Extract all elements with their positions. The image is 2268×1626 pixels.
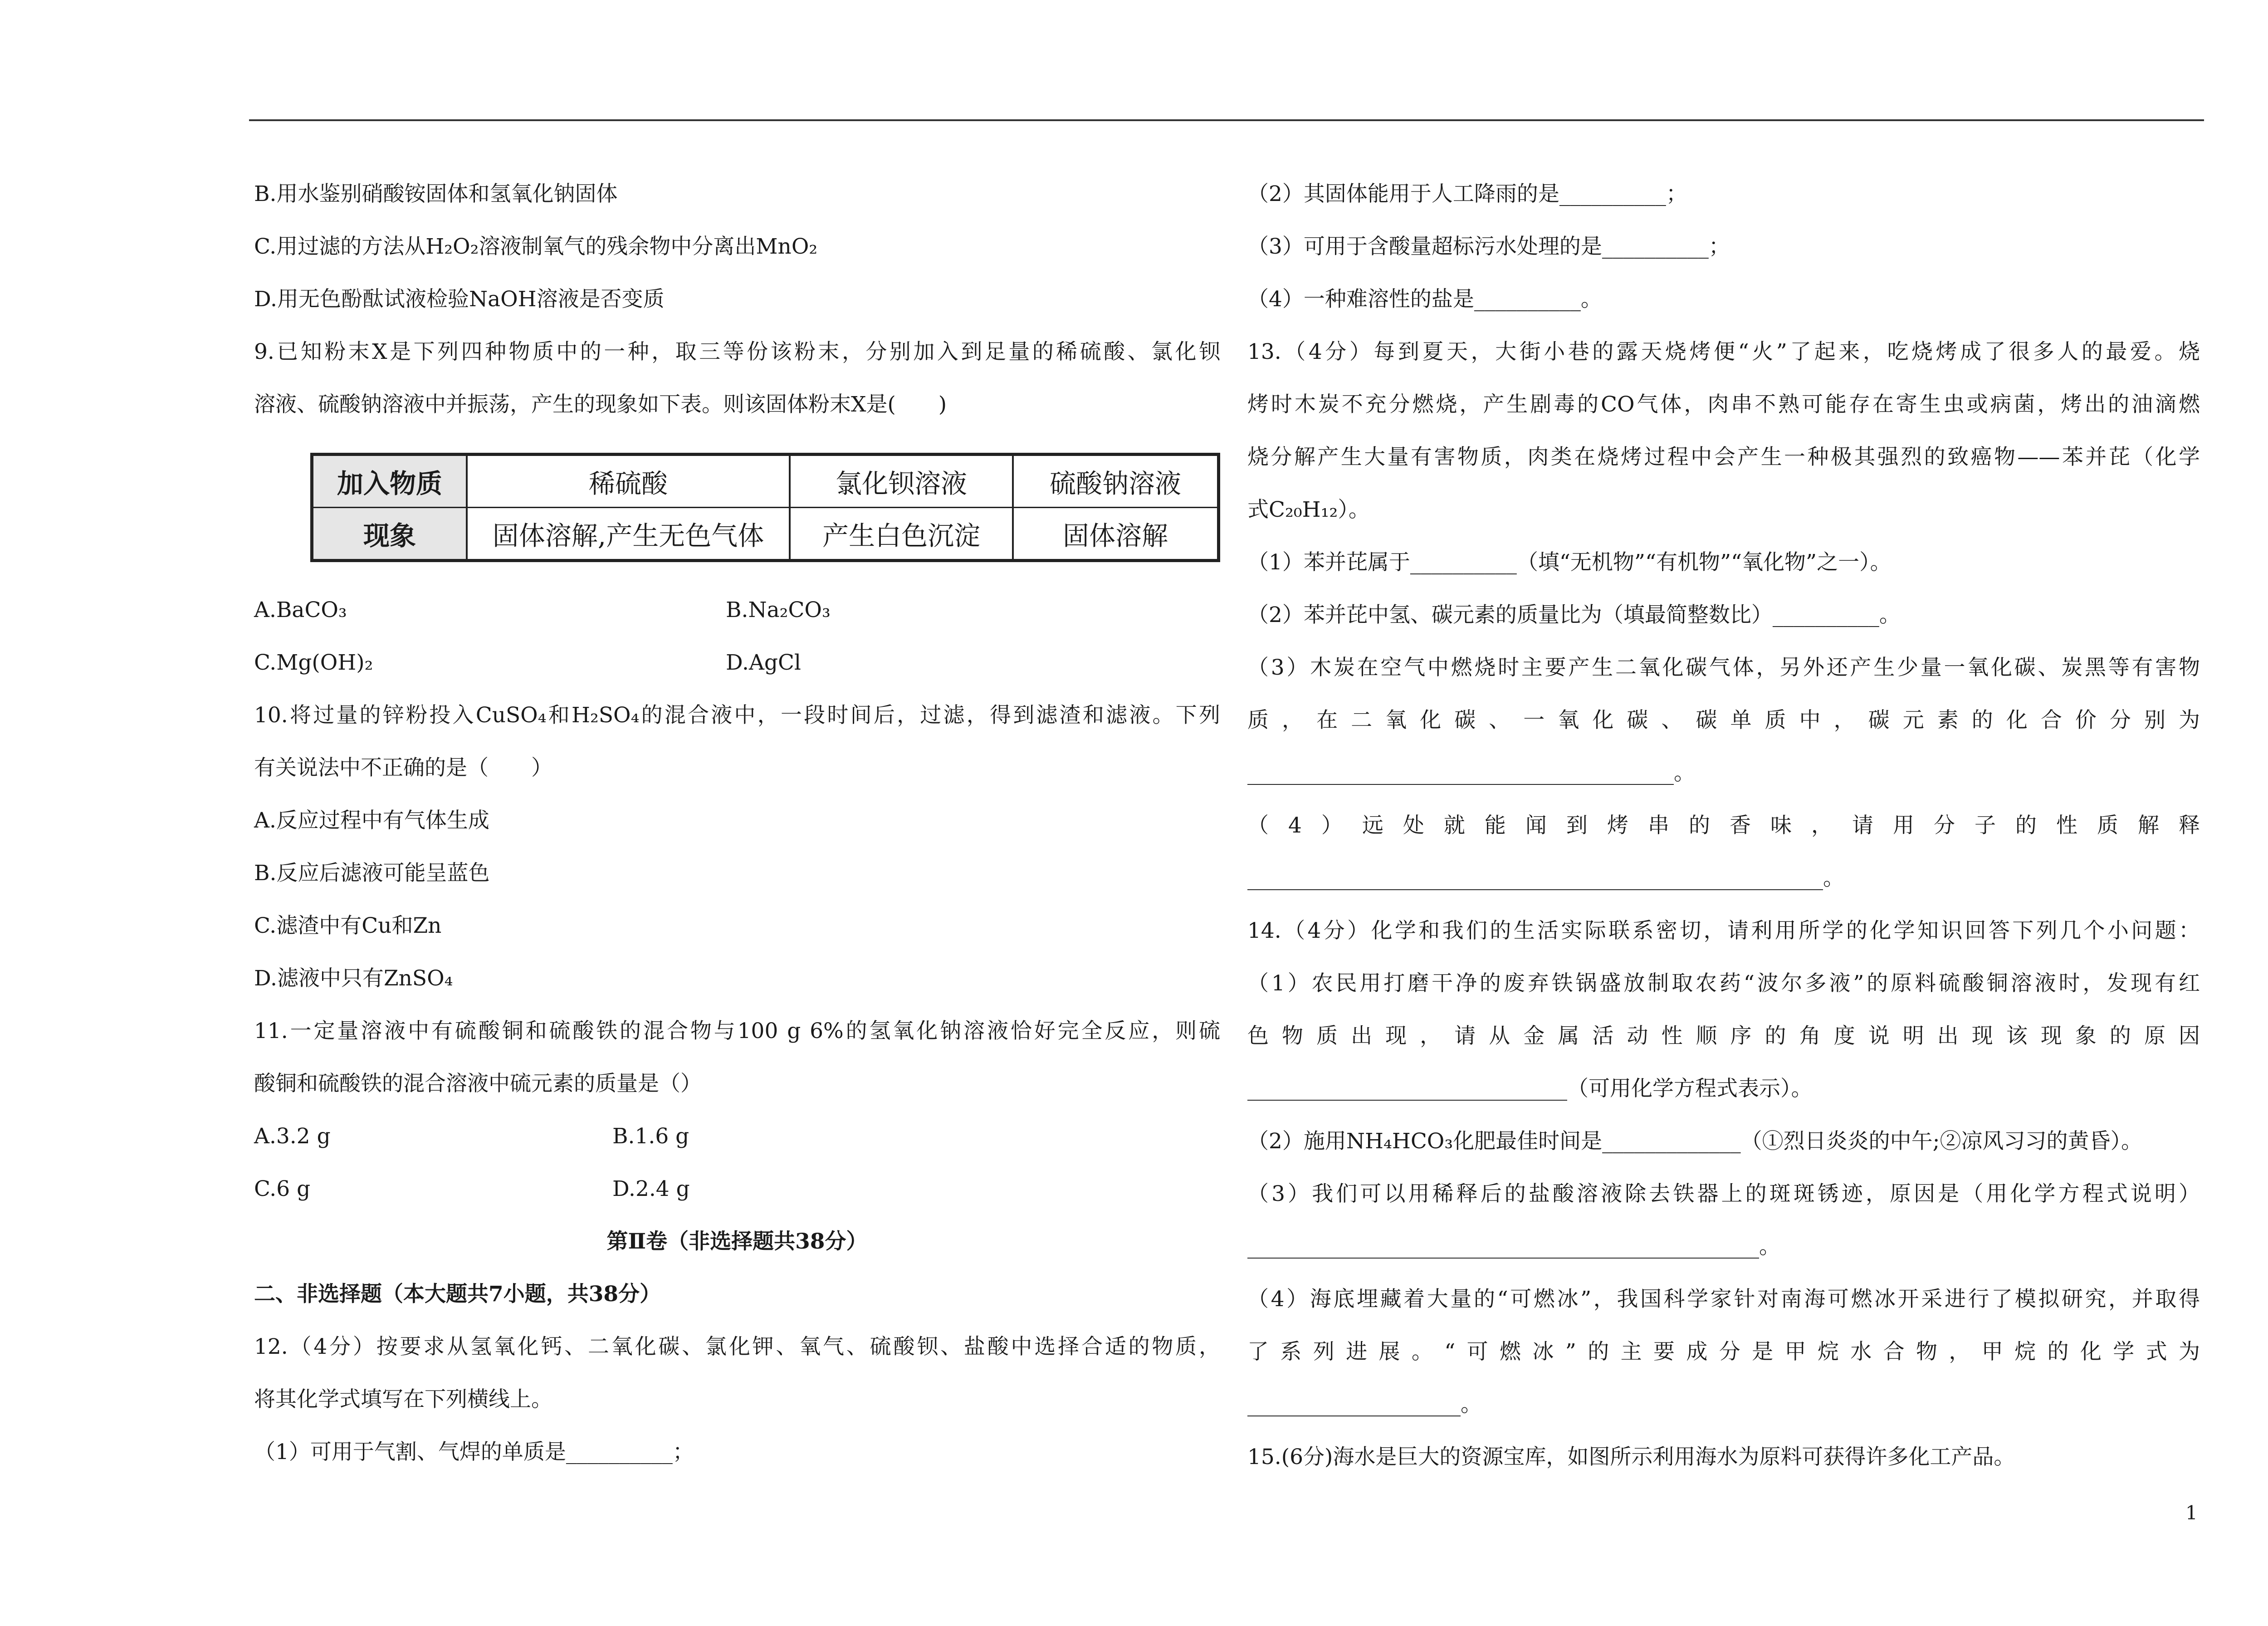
q12-item-1: （1）可用于气割、气焊的单质是__________； — [254, 1440, 694, 1464]
q9-option-a: A.BaCO₃ — [254, 598, 347, 622]
table-row — [312, 508, 1219, 561]
q11-option-c: C.6 g — [254, 1176, 311, 1201]
table-cell: 固体溶解,产生无色气体 — [467, 508, 790, 561]
q13-stem-line4: 式C₂₀H₁₂）。 — [1247, 497, 1370, 522]
right-column — [1247, 168, 2200, 1484]
table-cell: 产生白色沉淀 — [790, 508, 1013, 561]
table-cell: 加入物质 — [312, 455, 467, 508]
q14-item-4-line2: 了系列进展。“可燃冰”的主要成分是甲烷水合物，甲烷的化学式为 — [1247, 1339, 2200, 1364]
q9-option-d: D.AgCl — [726, 650, 801, 675]
q10-stem-line2: 有关说法中不正确的是（ ） — [254, 755, 552, 780]
q10-option-b: B.反应后滤液可能呈蓝色 — [254, 861, 490, 886]
q13-item-3-line1: （3）木炭在空气中燃烧时主要产生二氧化碳气体，另外还产生少量一氧化碳、炭黑等有害物 — [1247, 655, 2200, 680]
q11-option-d: D.2.4 g — [612, 1176, 690, 1201]
q10-option-a: A.反应过程中有气体生成 — [254, 808, 489, 833]
q9-experiment-table — [310, 453, 1220, 562]
table-row — [312, 455, 1219, 508]
section-two-heading: 二、非选择题（本大题共7小题，共38分） — [254, 1282, 661, 1307]
q10-option-c: C.滤渣中有Cu和Zn — [254, 913, 442, 938]
q8-option-c: C.用过滤的方法从H₂O₂溶液制氧气的残余物中分离出MnO₂ — [254, 234, 818, 259]
q13-stem-line3: 烧分解产生大量有害物质，肉类在烧烤过程中会产生一种极其强烈的致癌物——苯并芘（化学 — [1247, 445, 2200, 470]
q9-stem-line1: 9.已知粉末X是下列四种物质中的一种，取三等份该粉末，分别加入到足量的稀硫酸、氯化钡 — [254, 339, 1220, 364]
table-cell: 硫酸钠溶液 — [1013, 455, 1219, 508]
page-number: 1 — [2185, 1502, 2198, 1524]
q8-option-d: D.用无色酚酞试液检验NaOH溶液是否变质 — [254, 287, 665, 312]
part-two-title: 第Ⅱ卷（非选择题共38分） — [606, 1229, 868, 1254]
q14-item-1-line3: ______________________________（可用化学方程式表示）。 — [1247, 1076, 1813, 1101]
q14-item-1-line2: 色物质出现，请从金属活动性顺序的角度说明出现该现象的原因 — [1247, 1024, 2200, 1048]
q10-stem-line1: 10.将过量的锌粉投入CuSO₄和H₂SO₄的混合液中，一段时间后，过滤，得到滤渣和滤液。下列 — [254, 703, 1220, 728]
q9-options-row1 — [254, 584, 1220, 637]
q13-item-4-line2: ______________________________________________________。 — [1247, 866, 1844, 891]
header-rule — [249, 119, 2204, 121]
q13-item-1: （1）苯并芘属于__________（填“无机物”“有机物”“氧化物”之一）。 — [1247, 550, 1892, 575]
q13-stem-line2: 烤时木炭不充分燃烧，产生剧毒的CO气体，肉串不熟可能存在寄生虫或病菌，烤出的油滴燃 — [1247, 392, 2200, 417]
q11-option-b: B.1.6 g — [612, 1124, 689, 1149]
q14-item-3-line1: （3）我们可以用稀释后的盐酸溶液除去铁器上的斑斑锈迹，原因是（用化学方程式说明） — [1247, 1181, 2200, 1206]
q11-stem-line2: 酸铜和硫酸铁的混合溶液中硫元素的质量是（） — [254, 1071, 702, 1096]
left-column — [254, 168, 1220, 1479]
q11-option-a: A.3.2 g — [254, 1124, 331, 1149]
q14-stem: 14.（4分）化学和我们的生活实际联系密切，请利用所学的化学知识回答下列几个小问题： — [1247, 918, 2200, 943]
q12-item-3: （3）可用于含酸量超标污水处理的是__________； — [1247, 234, 1730, 259]
q9-option-b: B.Na₂CO₃ — [726, 598, 831, 622]
q14-item-3-line2: ________________________________________________。 — [1247, 1234, 1780, 1259]
q11-options-row2 — [254, 1163, 1220, 1215]
q14-item-1-line1: （1）农民用打磨干净的废弃铁锅盛放制取农药“波尔多液”的原料硫酸铜溶液时，发现有红 — [1247, 971, 2200, 996]
q15-stem: 15.(6分)海水是巨大的资源宝库，如图所示利用海水为原料可获得许多化工产品。 — [1247, 1445, 2015, 1469]
q10-option-d: D.滤液中只有ZnSO₄ — [254, 966, 453, 991]
q12-stem-line1: 12.（4分）按要求从氢氧化钙、二氧化碳、氯化钾、氧气、硫酸钡、盐酸中选择合适的物质， — [254, 1334, 1220, 1359]
q14-item-4-line1: （4）海底埋藏着大量的“可燃冰”，我国科学家针对南海可燃冰开采进行了模拟研究，并取得 — [1247, 1287, 2200, 1312]
q12-item-4: （4）一种难溶性的盐是__________。 — [1247, 287, 1602, 312]
q13-item-4-line1: （4）远处就能闻到烤串的香味，请用分子的性质解释 — [1247, 813, 2200, 838]
q12-stem-line2: 将其化学式填写在下列横线上。 — [254, 1387, 552, 1412]
q14-item-4-line3: ____________________。 — [1247, 1392, 1482, 1417]
table-cell: 稀硫酸 — [467, 455, 790, 508]
table-cell: 固体溶解 — [1013, 508, 1219, 561]
q13-item-2: （2）苯并芘中氢、碳元素的质量比为（填最简整数比）__________。 — [1247, 602, 1901, 627]
q11-stem-line1: 11.一定量溶液中有硫酸铜和硫酸铁的混合物与100 g 6%的氢氧化钠溶液恰好完全反应，则硫 — [254, 1019, 1220, 1043]
q13-item-3-line3: ________________________________________。 — [1247, 760, 1695, 785]
q9-option-c: C.Mg(OH)₂ — [254, 650, 373, 675]
q11-options-row1 — [254, 1110, 1220, 1163]
table-cell: 现象 — [312, 508, 467, 561]
q9-stem-line2: 溶液、硫酸钠溶液中并振荡，产生的现象如下表。则该固体粉末X是( ) — [254, 392, 947, 417]
q8-option-b: B.用水鉴别硝酸铵固体和氢氧化钠固体 — [254, 181, 618, 206]
q9-options-row2 — [254, 637, 1220, 689]
q13-item-3-line2: 质，在二氧化碳、一氧化碳、碳单质中，碳元素的化合价分别为 — [1247, 708, 2200, 733]
q12-item-2: （2）其固体能用于人工降雨的是__________； — [1247, 181, 1687, 206]
table-cell: 氯化钡溶液 — [790, 455, 1013, 508]
q14-item-2: （2）施用NH₄HCO₃化肥最佳时间是_____________（①烈日炎炎的中午;②凉风习习的黄昏）。 — [1247, 1129, 2143, 1154]
q13-stem-line1: 13.（4分）每到夏天，大街小巷的露天烧烤便“火”了起来，吃烧烤成了很多人的最爱。烧 — [1247, 339, 2200, 364]
